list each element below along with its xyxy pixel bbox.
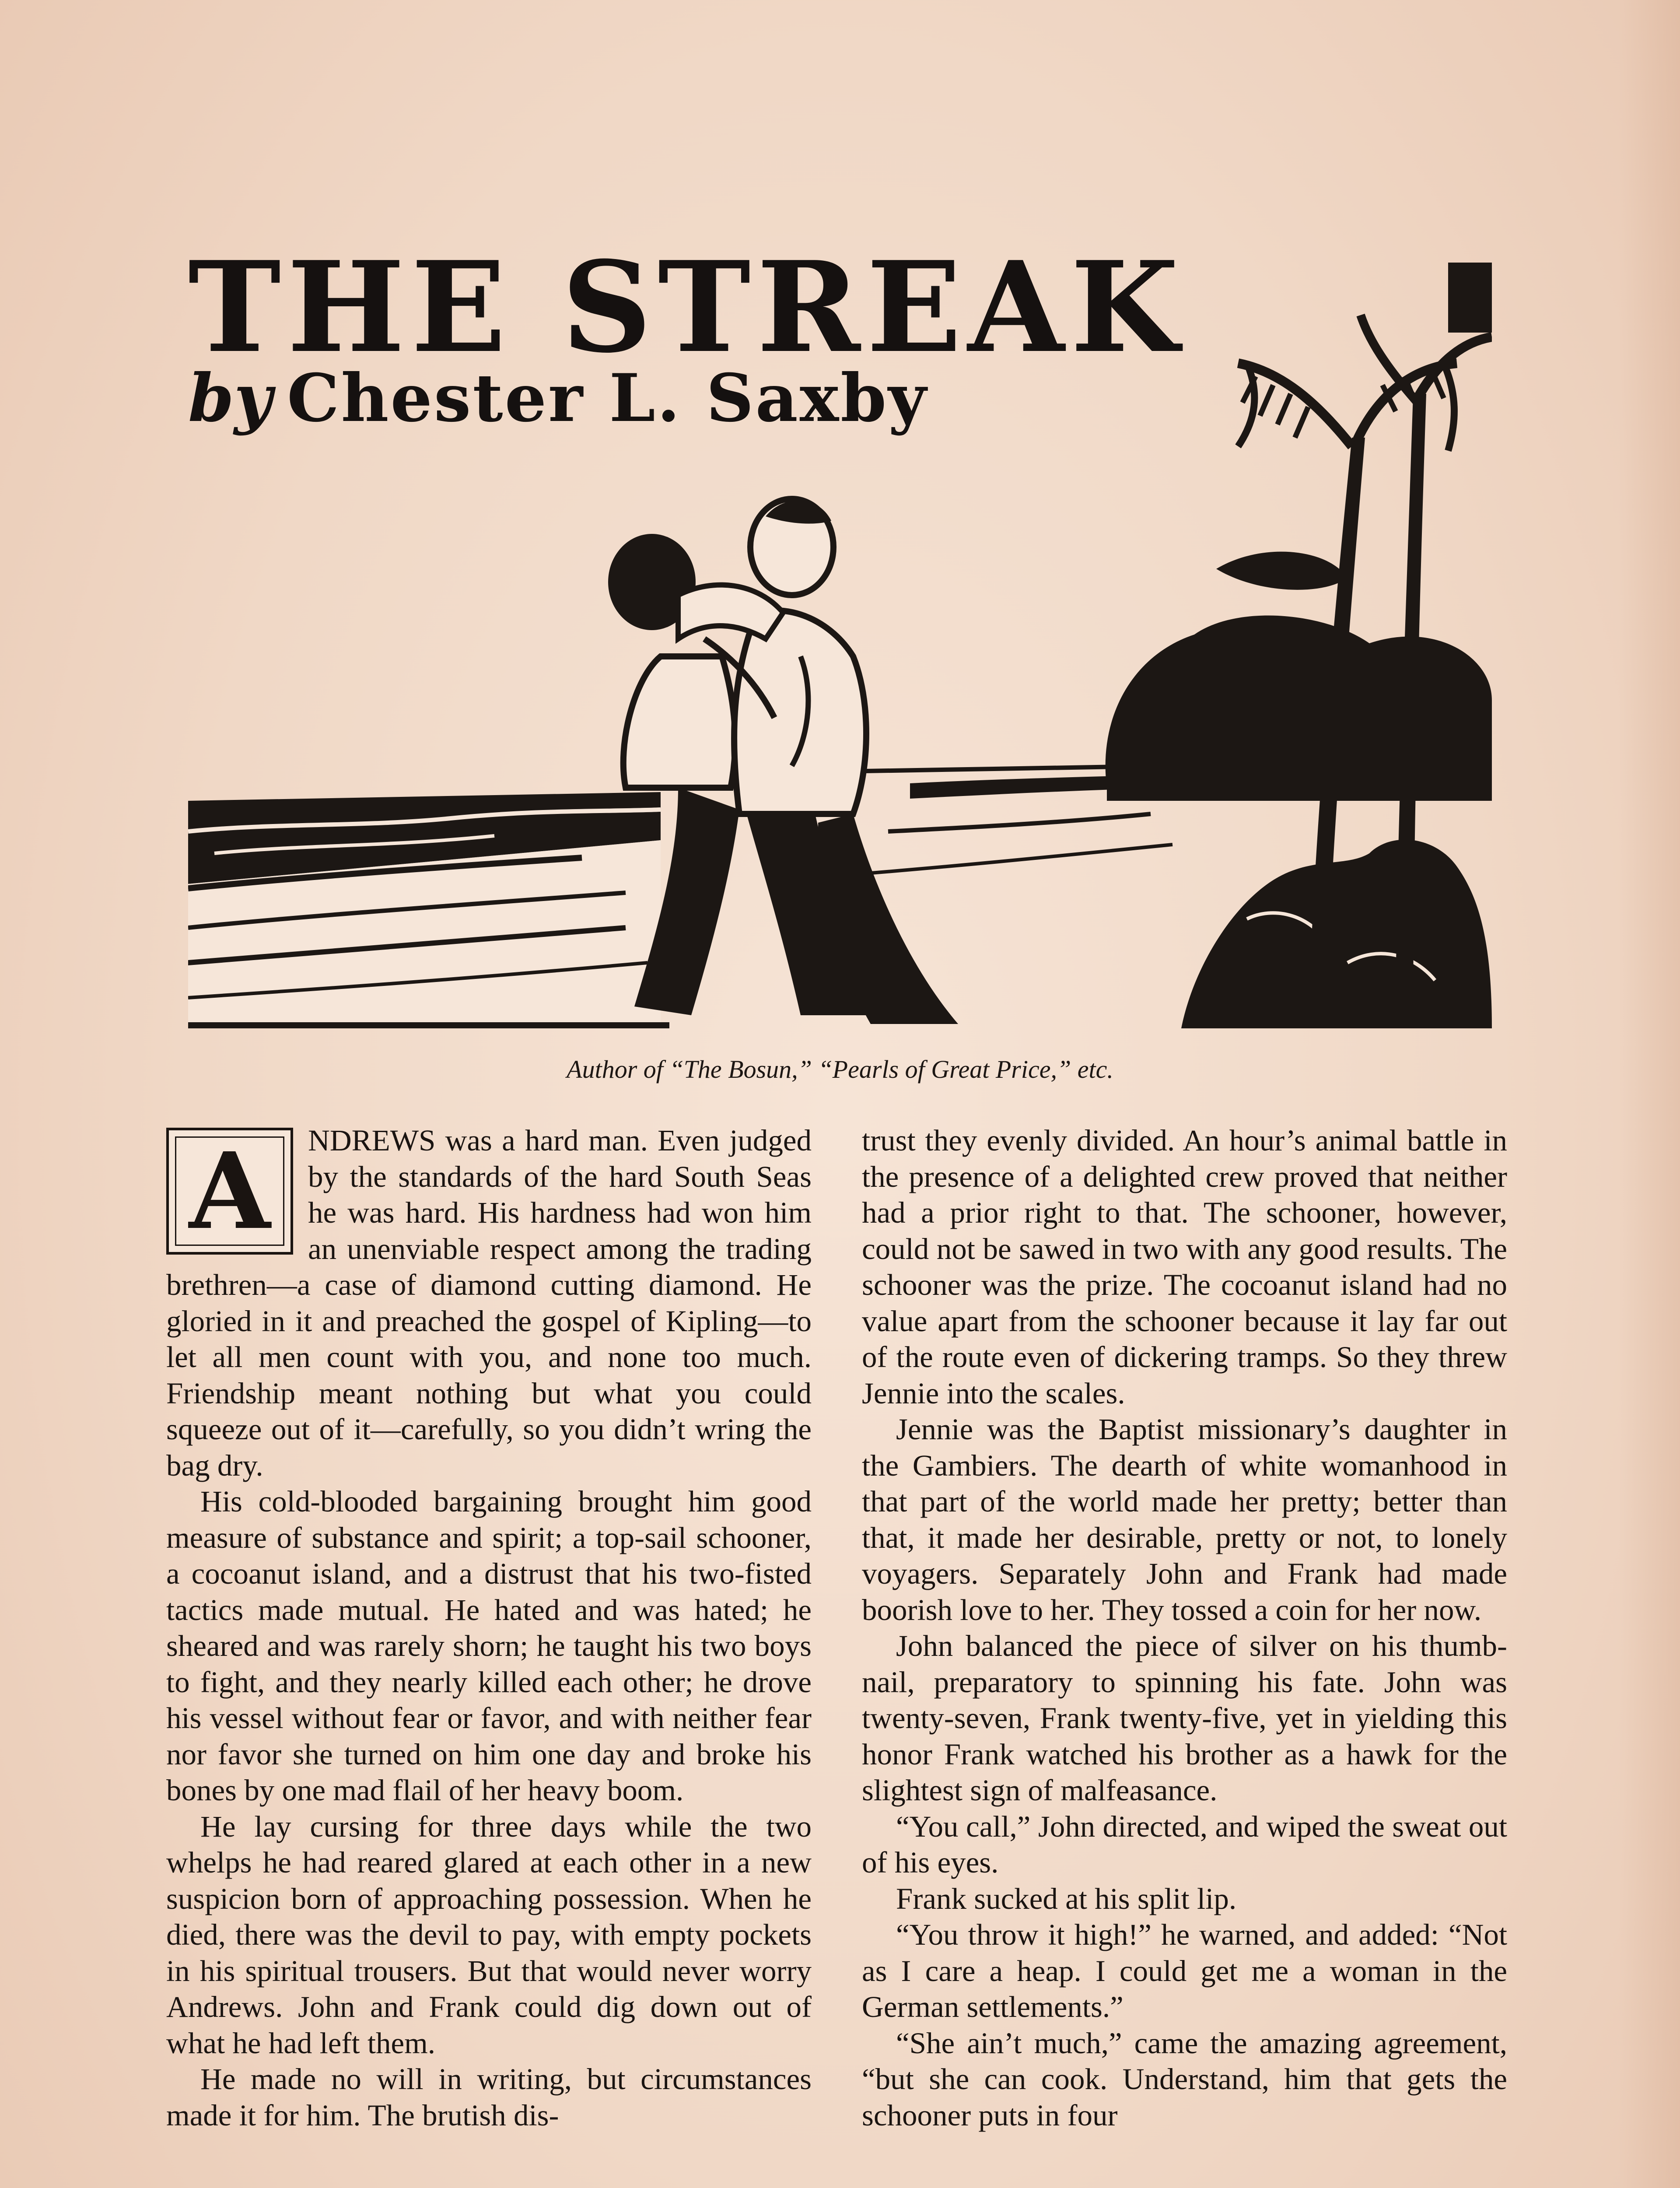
article-paragraph: He lay cursing for three days while the two whelps he had reared glared at each other in a new suspicion born of approaching possession. When he died, there was the devil to pay, with empty pockets in his spiritual trousers. But that would never worry Andrews. John and Frank could dig down out of what he had left them.	[166, 1809, 812, 2060]
article-paragraph: “She ain’t much,” came the amazing agreement, “but she can cook. Understand, him that gets the schooner puts in four	[862, 2026, 1507, 2132]
article-paragraph: Jennie was the Baptist missionary’s daughter in the Gambiers. The dearth of white womanhood in that part of the world made her pretty; better than that, it made her desirable, pretty or not, to lonely voyagers. Separately John and Frank had made boorish love to her. They tossed a coin for her now.	[862, 1413, 1507, 1627]
article-paragraph: “You call,” John directed, and wiped the sweat out of his eyes.	[862, 1809, 1507, 1879]
article-paragraph: His cold-blooded bargaining brought him good measure of substance and spirit; a top-sail schooner, a cocoanut island, and a distrust that his two-fisted tactics made mutual. He hated and was hated; he sheared and was rarely shorn; he taught his two boys to fight, and they nearly killed each other; he drove his vessel without fear or favor, and with neither fear nor favor she turned on him one day and broke his bones by one mad flail of her heavy boom.	[166, 1485, 812, 1807]
article-column-right	[862, 1122, 1507, 2133]
article-paragraph: trust they evenly divided. An hour’s animal battle in the presence of a delighted crew proved that neither had a prior right to that. The schooner, however, could not be sawed in two with any good results. The schooner was the prize. The cocoanut island had no value apart from the schooner because it lay far out of the route even of dickering tramps. So they threw Jennie into the scales.	[862, 1124, 1507, 1410]
author-name: Chester L. Saxby	[287, 360, 928, 437]
drop-cap	[166, 1128, 293, 1255]
bushes-illustration	[1106, 552, 1492, 1028]
fighting-figures-illustration	[608, 499, 958, 1024]
drop-cap-letter: A	[175, 1136, 284, 1246]
story-title: THE STREAK	[188, 234, 1185, 381]
story-illustration	[188, 263, 1492, 1028]
article-paragraph: NDREWS was a hard man. Even judged by the standards of the hard South Seas he was hard. His hardness had won him an unenviable respect among the trading brethren—a case of diamond cutting diamond. He gloried in it and preached the gospel of Kipling—to let all men count with you, and none too much. Friendship meant nothing but what you could squeeze out of it—carefully, so you didn’t wring the bag dry.	[166, 1124, 812, 1482]
article-column-left	[166, 1122, 812, 2133]
illustration-caption: Author of “The Bosun,” “Pearls of Great Price,” etc.	[567, 1055, 1113, 1083]
article-paragraph: “You throw it high!” he warned, and added: “Not as I care a heap. I could get me a woman in the German settlements.”	[862, 1918, 1507, 2023]
article-paragraph: Frank sucked at his split lip.	[896, 1882, 1237, 1915]
article-paragraph: John balanced the piece of silver on his thumb-nail, preparatory to spinning his fate. John was twenty-seven, Frank twenty-five, yet in yielding this honor Frank watched his brother as a hawk for the slightest sign of malfeasance.	[862, 1629, 1507, 1807]
byline-by: by	[188, 360, 273, 437]
article-paragraph: He made no will in writing, but circumstances made it for him. The brutish dis-	[166, 2062, 812, 2132]
